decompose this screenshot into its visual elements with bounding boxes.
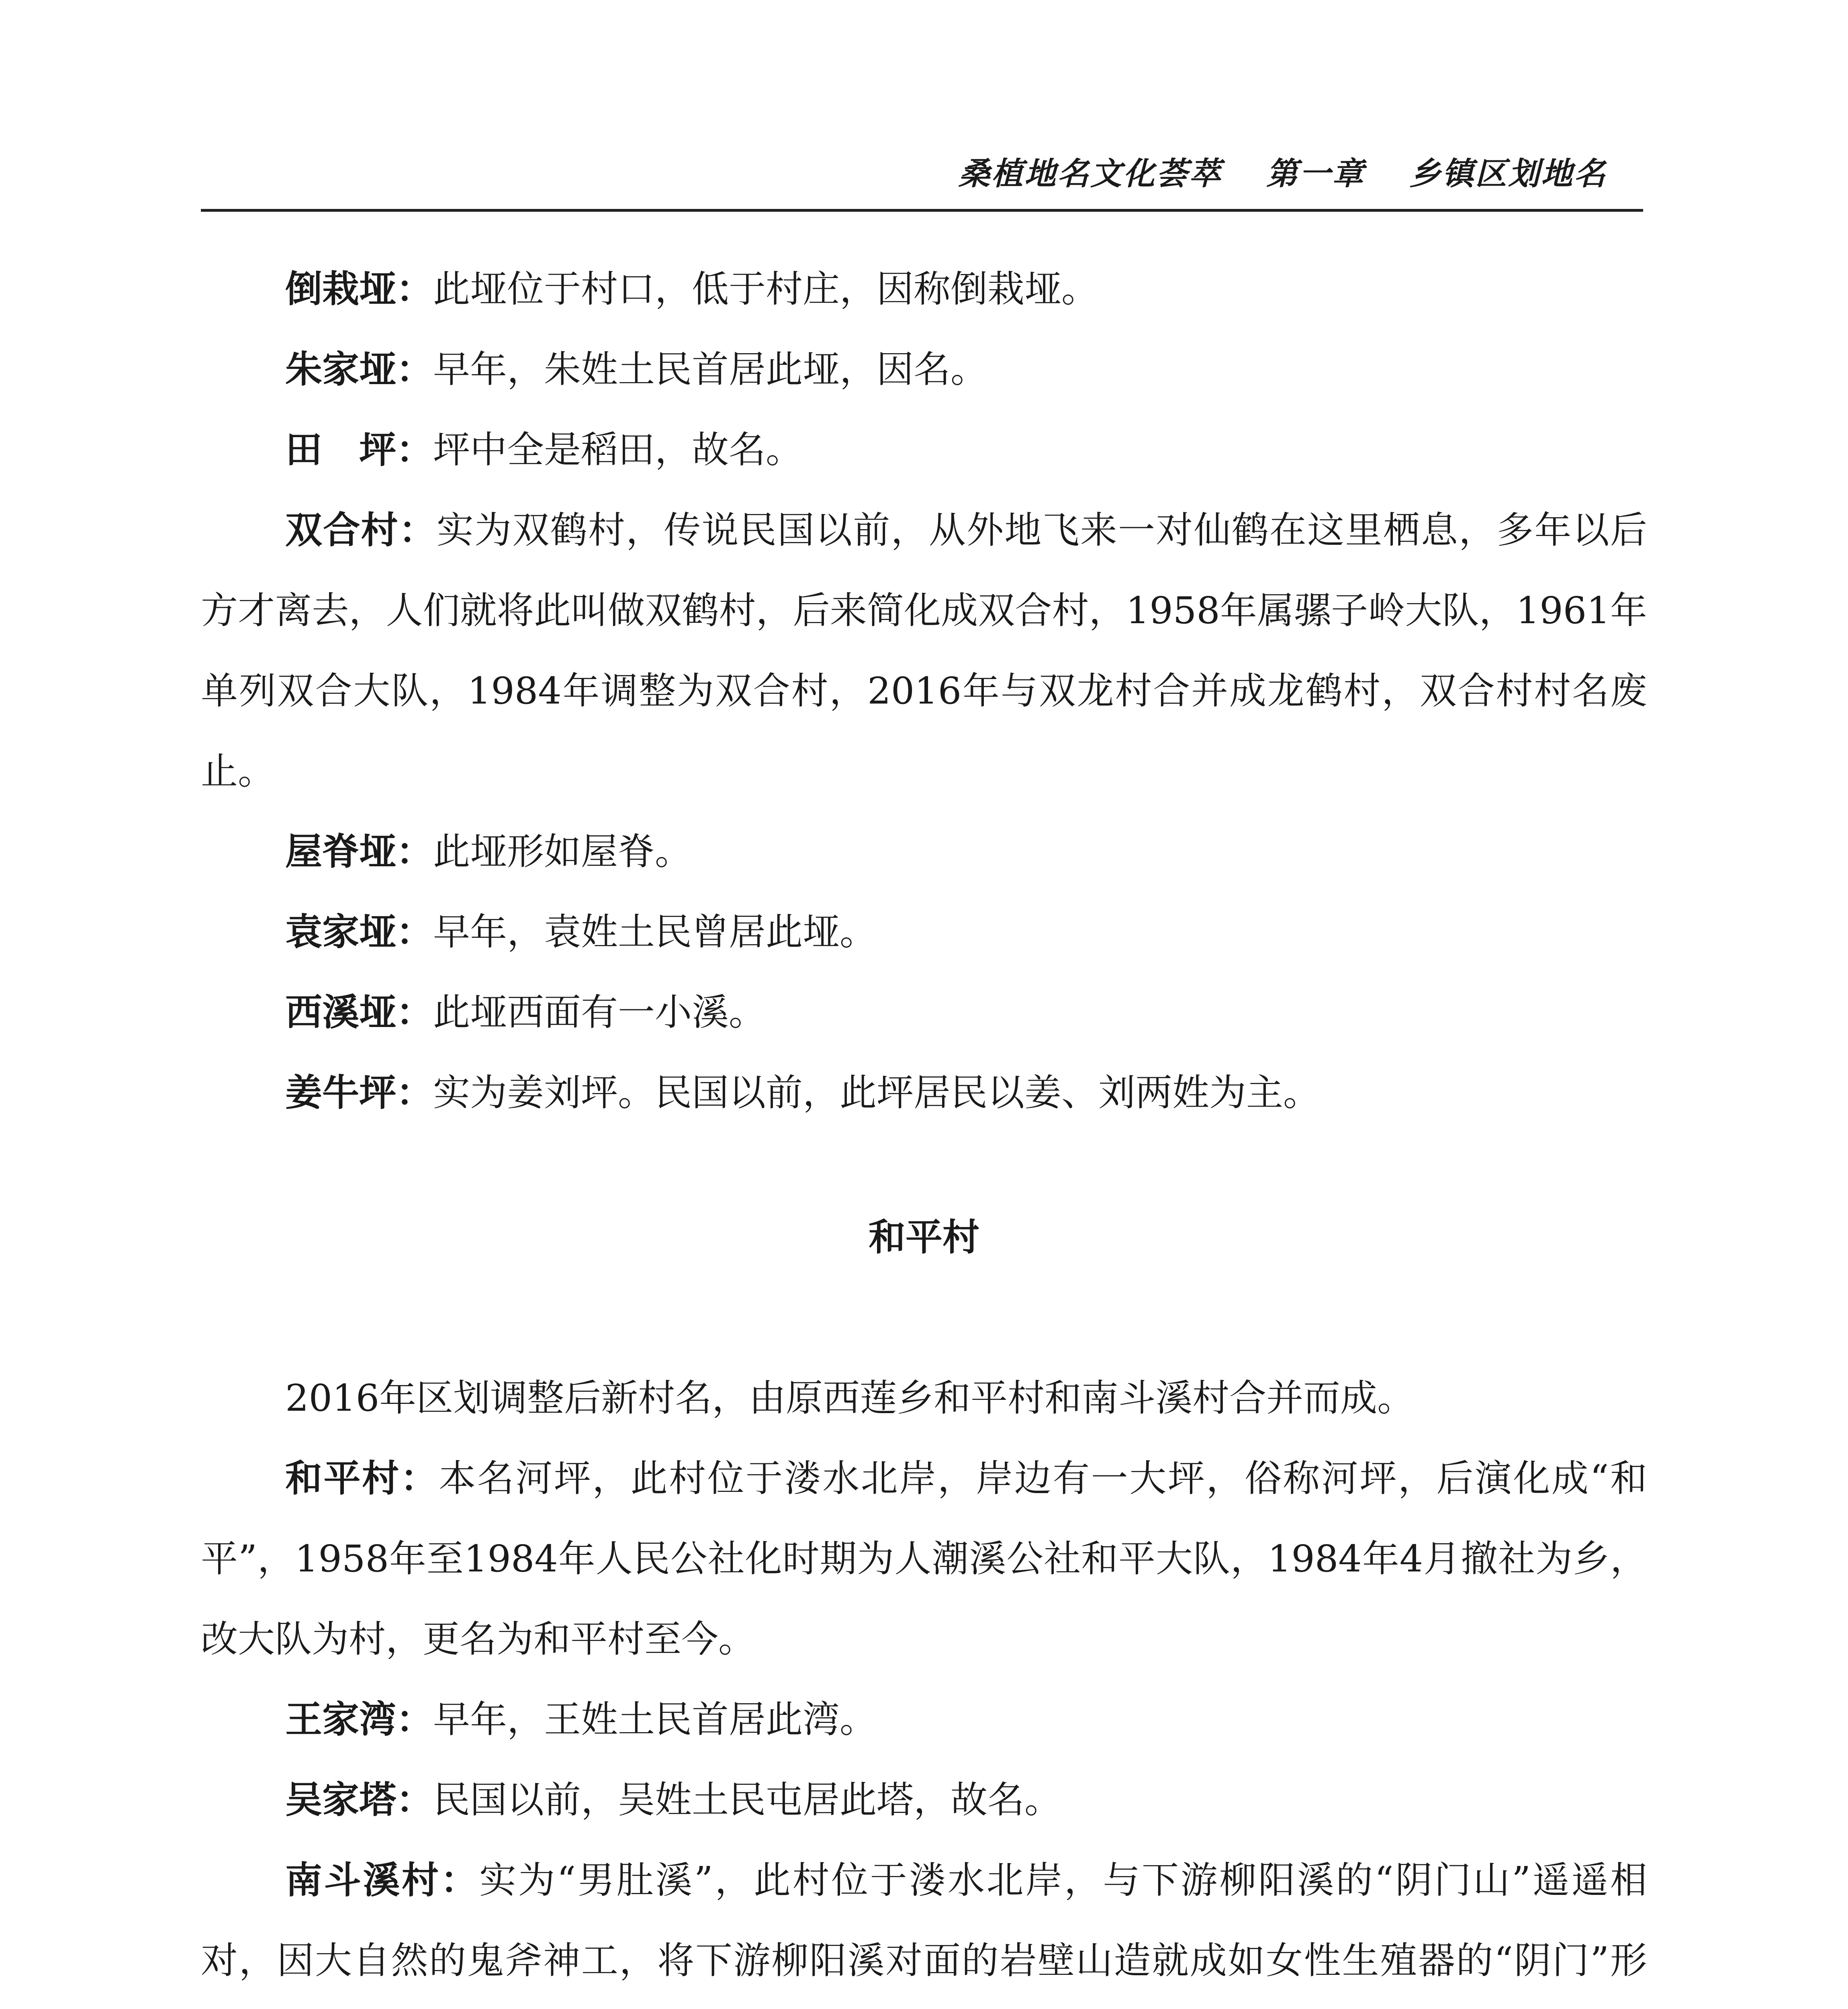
entry-text: 此垭形如屋脊。 — [433, 830, 692, 873]
entry-wujiya — [201, 812, 1647, 892]
entry-text: 实为“男肚溪”，此村位于溇水北岸，与下游柳阳溪的“阴门山”遥遥相对，因大自然的鬼斧神工，将下游柳阳溪对面的岩壁山造就成如女性生殖器的“阴门”形 — [201, 1859, 1647, 1982]
entry-nandouxicun — [201, 1840, 1647, 2009]
entry-term: 姜牛坪： — [285, 1071, 433, 1114]
entry-daozaiya — [201, 249, 1647, 329]
entry-text: 此垭位于村口，低于村庄，因称倒栽垭。 — [433, 268, 1099, 311]
entry-term: 屋脊垭： — [285, 830, 433, 873]
entry-text: 实为姜刘坪。民国以前，此坪居民以姜、刘两姓为主。 — [433, 1071, 1321, 1114]
entry-text: 此垭西面有一小溪。 — [433, 991, 766, 1034]
entry-term: 倒栽垭： — [285, 268, 433, 311]
entry-shuanghecun — [201, 490, 1647, 812]
page-body — [201, 249, 1647, 2009]
entry-term: 西溪垭： — [285, 991, 433, 1034]
header-text — [914, 149, 1607, 194]
entry-term: 袁家垭： — [285, 910, 433, 953]
section-title: 和平村 — [868, 1216, 979, 1259]
entry-zhujiaya — [201, 329, 1647, 410]
entry-text: 本名河坪，此村位于溇水北岸，岸边有一大坪，俗称河坪，后演化成“和平”，1958年至1984年人民公社化时期为人潮溪公社和平大队，1984年4月撤社为乡，改大队为村，更名为和平村至今。 — [201, 1457, 1647, 1661]
entry-wangjiawan — [201, 1680, 1647, 1760]
entry-hepingcun — [201, 1438, 1647, 1680]
entry-text: 早年，朱姓土民首居此垭，因名。 — [433, 348, 988, 391]
entry-term: 双合村： — [285, 509, 437, 552]
entry-text: 实为双鹤村，传说民国以前，从外地飞来一对仙鹤在这里栖息，多年以后方才离去，人们就将此叫做双鹤村，后来简化成双合村，1958年属骡子岭大队，1961年单列双合大队，1984年调整为双合村，2016年与双龙村合并成龙鹤村，双合村村名废止。 — [201, 509, 1647, 793]
entry-term: 吴家塔： — [285, 1778, 433, 1821]
entry-yuanjiaya — [201, 892, 1647, 972]
entry-jiangniuping — [201, 1053, 1647, 1133]
entry-text: 早年，袁姓土民曾居此垭。 — [433, 910, 877, 953]
entry-text: 早年，王姓土民首居此湾。 — [433, 1698, 877, 1741]
entry-term: 和平村： — [285, 1457, 439, 1500]
entry-wujiata — [201, 1760, 1647, 1840]
entry-tianping — [201, 410, 1647, 490]
running-header — [201, 133, 1643, 212]
entry-term: 南斗溪村： — [285, 1859, 480, 1902]
entry-xixiya — [201, 972, 1647, 1053]
entry-term: 王家湾： — [285, 1698, 433, 1741]
section-intro: 2016年区划调整后新村名，由原西莲乡和平村和南斗溪村合并而成。 — [285, 1377, 1415, 1420]
entry-text: 民国以前，吴姓土民屯居此塔，故名。 — [433, 1778, 1062, 1821]
entry-term: 朱家垭： — [285, 348, 433, 391]
entry-text: 坪中全是稻田，故名。 — [433, 428, 803, 471]
header-chapter-title: 乡镇区划地名 — [1409, 155, 1607, 192]
entry-term: 田 坪： — [285, 428, 433, 471]
header-book-title: 桑植地名文化荟萃 — [958, 155, 1222, 192]
header-chapter: 第一章 — [1266, 155, 1365, 192]
